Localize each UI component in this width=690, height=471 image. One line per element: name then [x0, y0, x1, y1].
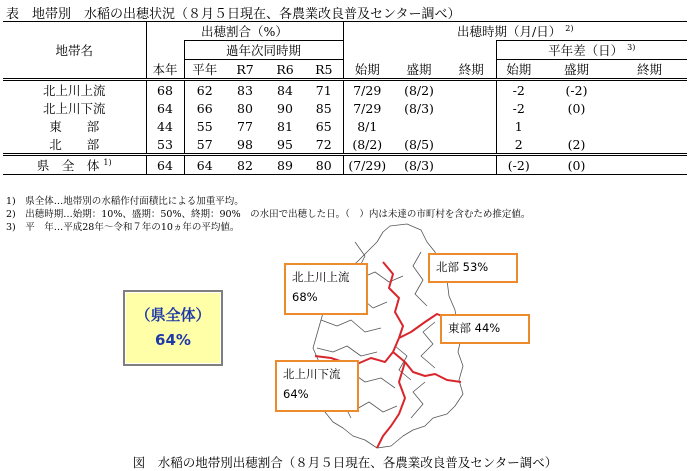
table-cell: (-2)	[565, 82, 588, 98]
table-cell	[612, 117, 687, 135]
table-cell: (8/2)	[404, 82, 434, 98]
table-cell	[612, 80, 687, 100]
table-cell	[541, 117, 612, 135]
table-cell: 90	[277, 100, 293, 116]
table-cell	[447, 155, 496, 175]
table-cell	[447, 117, 496, 135]
row-label: 北上川上流	[42, 83, 106, 98]
table-cell: (8/2)	[343, 135, 391, 155]
table-cell: 2	[496, 135, 541, 155]
table-cell: 77	[237, 118, 253, 134]
prefecture-total-label: （県全体）	[135, 306, 211, 324]
table-cell: -2	[496, 80, 541, 100]
callout-tobu: 東部 44%	[440, 314, 530, 344]
table-cell: 84	[277, 82, 293, 98]
table-row	[3, 80, 687, 100]
table-cell: 83	[237, 82, 253, 98]
diff-header: 平年差（日） $^{3)}$	[496, 41, 687, 60]
col-header: 盛期	[541, 60, 612, 80]
region-header: 地帯名	[3, 22, 146, 80]
past-years-header: 過年次同時期	[184, 41, 343, 60]
table-cell: 82	[237, 157, 253, 173]
col-header: 盛期	[406, 61, 432, 77]
table-cell	[447, 135, 496, 155]
table-cell: 55	[184, 117, 225, 135]
table-cell	[612, 135, 687, 155]
total-row-label: 県 全 体 $^{1)}$	[36, 157, 112, 173]
callout-kitakamigawa-lower: 北上川下流 64%	[275, 360, 359, 412]
table-cell: 64	[146, 99, 184, 117]
table-cell: (2)	[567, 136, 586, 152]
table-cell	[391, 117, 447, 135]
table-cell: 68	[146, 80, 184, 100]
col-header: R6	[265, 60, 305, 80]
callout-kitakamigawa-upper: 北上川上流 68%	[284, 263, 368, 315]
col-header: 始期	[496, 60, 541, 80]
table-cell: (8/3)	[404, 157, 434, 173]
table-cell: (8/3)	[404, 100, 434, 116]
col-header: R7	[225, 60, 265, 80]
table-cell: 89	[277, 157, 293, 173]
table-cell: 64	[146, 155, 184, 175]
table-cell: 57	[184, 135, 225, 155]
page-title: 表 地帯別 水稲の出穂状況（８月５日現在、各農業改良普及センター調べ）	[6, 7, 461, 22]
table-cell: 80	[237, 100, 253, 116]
table-cell: 85	[315, 100, 332, 116]
callout-hokubu: 北部 53%	[428, 253, 518, 283]
table-cell: 53	[146, 135, 184, 155]
footnote: 2) 出穂時期…始期：10%、盛期：50%、終期：90% の水田で出穂した日。（ ）内は未達の市町村を含むため推定値。	[6, 209, 531, 220]
row-label: 東 部	[49, 119, 100, 134]
col-header: R5	[305, 60, 343, 80]
col-header: 終期	[612, 60, 687, 80]
table-cell: 62	[184, 80, 225, 100]
table-cell	[447, 80, 496, 100]
table-cell: (7/29)	[343, 155, 391, 175]
figure-caption: 図 水稲の地帯別出穂割合（８月５日現在、各農業改良普及センター調べ）	[132, 455, 558, 470]
table-cell	[612, 155, 687, 175]
footnote: 3) 平 年…平成28年～令和７年の10ヵ年の平均値。	[6, 222, 240, 233]
table-cell: 72	[315, 136, 332, 152]
col-header: 始期	[343, 60, 391, 80]
table-cell: 66	[184, 99, 225, 117]
table-cell: (0)	[567, 157, 586, 173]
col-header: 終期	[458, 61, 484, 77]
table-cell: 81	[277, 118, 293, 134]
table-cell: 8/1	[343, 117, 391, 135]
table-cell: -2	[496, 99, 541, 117]
table-row	[3, 135, 687, 155]
ratio-header: 出穂割合（%）	[146, 22, 343, 41]
table-cell: 65	[315, 118, 332, 134]
footnote: 1) 県全体…地帯別の水稲作付面積比による加重平均。	[6, 196, 244, 207]
prefecture-total-box	[123, 290, 223, 366]
table-cell: 98	[237, 136, 253, 152]
table-row	[3, 99, 687, 117]
row-label: 北上川下流	[42, 101, 106, 116]
row-label: 北 部	[49, 137, 100, 152]
col-header: 平年	[184, 60, 225, 80]
table-row	[3, 117, 687, 135]
table-cell: 7/29	[343, 99, 391, 117]
table-cell: 71	[315, 82, 332, 98]
table-cell: 95	[277, 136, 293, 152]
table-cell: 7/29	[343, 80, 391, 100]
table-cell: 64	[184, 155, 225, 175]
period-header: 出穂時期（月/日） $^{2)}$	[343, 22, 687, 41]
col-header: 本年	[146, 60, 184, 80]
table-cell	[447, 99, 496, 117]
table-cell: (8/5)	[404, 136, 434, 152]
table-cell: (0)	[567, 100, 586, 116]
table-cell: 1	[496, 117, 541, 135]
prefecture-total-value: 64%	[155, 331, 191, 349]
table-cell: 44	[146, 117, 184, 135]
table-cell	[612, 99, 687, 117]
table-cell: 80	[315, 157, 332, 173]
table-cell: (-2)	[496, 155, 541, 175]
heading-status-table	[3, 21, 687, 175]
